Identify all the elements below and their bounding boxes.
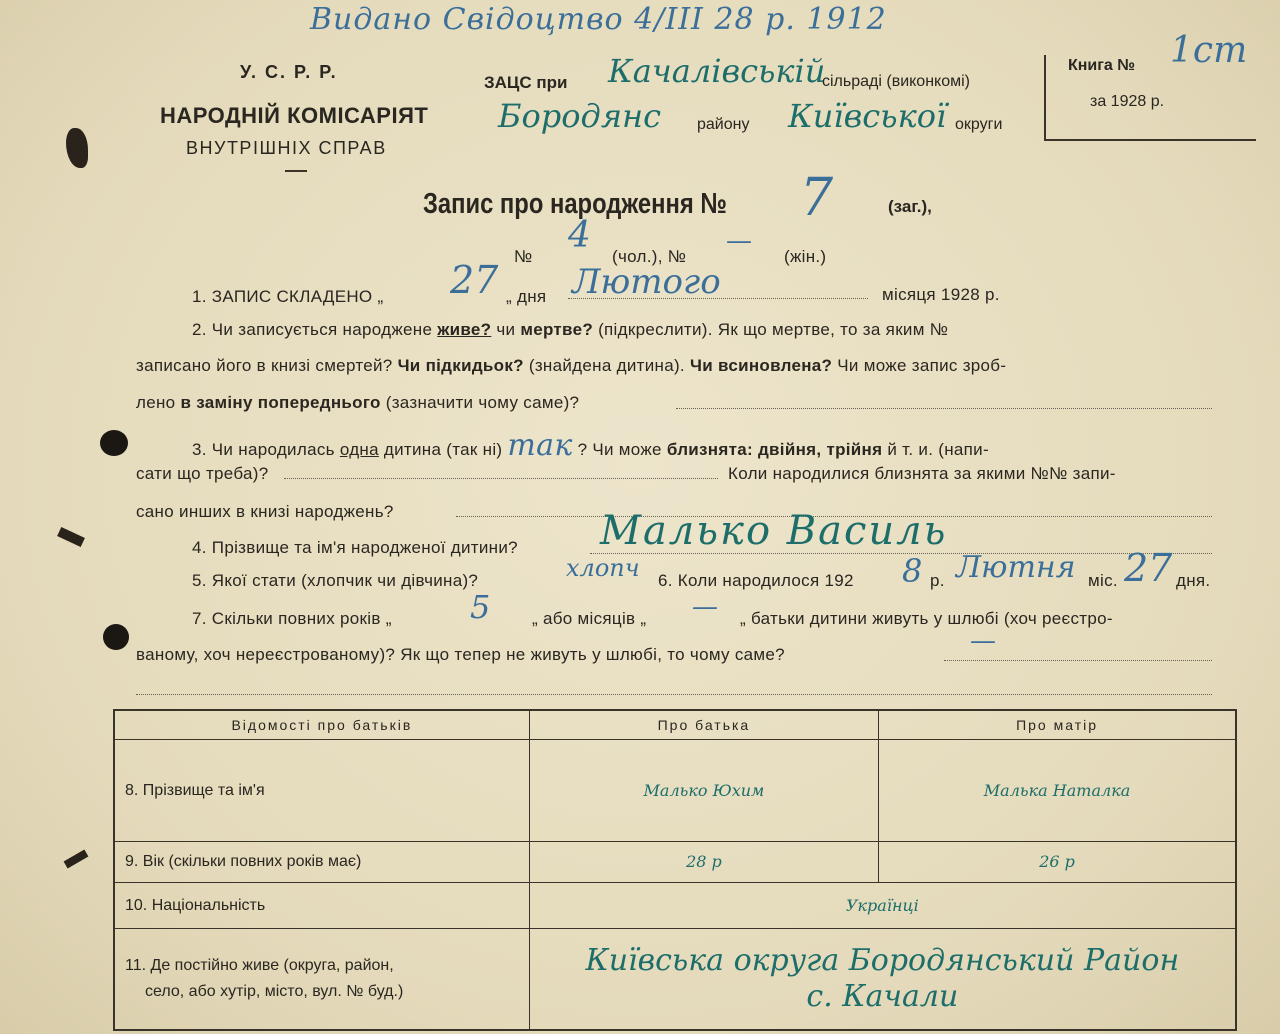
punch-hole [103, 624, 129, 650]
q3-line2b: Коли народилися близнята за якими №№ запи- [728, 464, 1116, 483]
q2-text-g: лено [136, 393, 176, 412]
q2-foundling: Чи підкидьок? [397, 356, 524, 375]
table-row [114, 929, 1236, 1031]
row-label: 9. Вік (скільки повних років має) [114, 842, 529, 883]
row-label: 10. Національність [114, 883, 529, 929]
q4-value: Малько Василь [600, 508, 948, 554]
residence-label-line1: 11. Де постійно живе (округа, район, [125, 957, 394, 974]
book-label: Книга № [1068, 57, 1136, 74]
header-father: Про батька [529, 710, 878, 740]
q6-year-value: 8 [902, 552, 923, 590]
q2-dead: мертве? [520, 320, 594, 339]
q1-fill [568, 298, 868, 299]
district-label: району [697, 116, 750, 133]
q7-mid: „ або місяців „ [532, 609, 647, 628]
q7-tail: „ батьки дитини живуть у шлюбі (хоч реєстро- [740, 609, 1113, 628]
table-row [114, 883, 1236, 929]
q7-fill-2 [136, 694, 1212, 695]
q3-fill [284, 478, 718, 479]
record-title-suffix: (заг.), [888, 197, 932, 216]
q2-text-h: (зазначити чому саме)? [385, 393, 580, 412]
q7-months-value: — [692, 592, 718, 622]
q6-year-label: р. [930, 571, 945, 590]
region-value: Київської [788, 97, 947, 135]
q7-years-value: 5 [470, 588, 491, 626]
record-title: Запис про народження № [423, 188, 727, 220]
top-handwritten-note: Видано Свідоцтво 4/ІІІ 28 р. 1912 [310, 2, 887, 37]
book-year: за 1928 р. [1090, 93, 1165, 110]
subnumbers-prefix: № [514, 247, 533, 266]
region-label: округи [955, 116, 1003, 133]
header-dash [285, 170, 307, 172]
q7-line2: ваному, хоч нереєстрованому)? Як що тепер не живуть у шлюбі, то чому саме? [136, 645, 785, 664]
q3-double: двійня, [757, 440, 822, 459]
q2-line3 [136, 393, 579, 413]
mother-name-value: Малька Наталка [879, 740, 1236, 842]
residence-line1: Київська округа Бородянський Район [585, 943, 1180, 978]
q2-line2 [136, 356, 1006, 376]
zags-suffix: сільраді (виконкомі) [822, 73, 970, 90]
q6-day-label: дня. [1176, 571, 1211, 590]
q1-tail: місяця 1928 р. [882, 285, 1000, 304]
q5-label: 5. Якої стати (хлопчик чи дівчина)? [192, 571, 479, 590]
paper-tear [64, 850, 89, 869]
q1-month-value: Лютого [572, 262, 721, 302]
q3-text-b: дитина (так ні) [383, 440, 503, 459]
header-mother: Про матір [879, 710, 1236, 740]
q4-label: 4. Прізвище та ім'я народженої дитини? [192, 538, 518, 557]
q6-month-value: Лютня [956, 550, 1076, 585]
paper-tear [66, 128, 88, 168]
zags-village-value: Качалівській [608, 52, 826, 90]
department-heading: ВНУТРІШНІХ СПРАВ [186, 138, 387, 158]
q2-text-b: чи [496, 320, 516, 339]
zags-prefix: ЗАЦС при [484, 73, 568, 92]
q3-line1 [192, 428, 989, 463]
q2-replace: в заміну попереднього [180, 393, 381, 412]
residence-line2: с. Качали [806, 979, 959, 1014]
commissariat-heading: НАРОДНІЙ КОМІСАРІЯТ [160, 103, 429, 128]
q6-day-value: 27 [1124, 546, 1173, 590]
female-number-value: — [726, 226, 752, 256]
q3-twins: близнята: [666, 440, 753, 459]
male-number-value: 4 [568, 215, 591, 256]
q2-text-c: (підкреслити). Як що мертве, то за яким № [598, 320, 949, 339]
q3-text-d: й т. и. (напи- [887, 440, 989, 459]
q6-mis: міс. [1088, 571, 1118, 590]
q6-label: 6. Коли народилося 192 [658, 571, 854, 590]
book-number-value: 1ст [1170, 30, 1248, 71]
q7-label: 7. Скільки повних років „ [192, 609, 392, 628]
q3-line2a: сати що треба)? [136, 464, 269, 483]
row-label: 8. Прізвище та ім'я [114, 740, 529, 842]
mother-age-value: 26 р [879, 842, 1236, 883]
residence-value [529, 929, 1236, 1031]
q4-fill [590, 553, 1212, 554]
female-label: (жін.) [784, 247, 827, 266]
table-row [114, 842, 1236, 883]
q3-text-c: ? Чи може [577, 440, 662, 459]
q3-text-a: 3. Чи народилась [192, 440, 335, 459]
q7-answer-value: — [970, 626, 996, 656]
q1-label: 1. ЗАПИС СКЛАДЕНО „ [192, 287, 384, 306]
q2-line1 [192, 320, 948, 340]
republic-heading: У. С. Р. Р. [240, 62, 338, 82]
q2-adopted: Чи всиновлена? [689, 356, 833, 375]
q1-day-label: „ дня [506, 287, 547, 306]
q2-text-a: 2. Чи записується народжене [192, 320, 433, 339]
q7-fill [944, 660, 1212, 661]
q2-text-f: Чи може запис зроб- [837, 356, 1007, 375]
q3-answer-value: так [507, 428, 573, 463]
parents-table [113, 709, 1237, 1031]
q2-text-e: (знайдена дитина). [528, 356, 685, 375]
q5-value: хлопч [566, 554, 640, 582]
row-label [114, 929, 529, 1031]
q2-alive: живе? [437, 320, 492, 339]
header-info: Відомості про батьків [114, 710, 529, 740]
q2-text-d: записано його в книзі смертей? [136, 356, 393, 375]
residence-label-line2: село, або хутір, місто, вул. № буд.) [145, 983, 404, 1000]
punch-hole [100, 430, 128, 456]
q3-triple: трійня [826, 440, 883, 459]
table-row [114, 740, 1236, 842]
q3-line3: сано инших в книзі народжень? [136, 502, 394, 521]
q2-fill [676, 408, 1212, 409]
nationality-value: Українці [529, 883, 1236, 929]
q1-day-value: 27 [450, 258, 499, 302]
district-value: Бородянс [498, 97, 661, 135]
father-name-value: Малько Юхим [529, 740, 878, 842]
male-label: (чол.), № [612, 247, 687, 266]
q3-one: одна [339, 440, 379, 459]
paper-tear [57, 527, 85, 547]
father-age-value: 28 р [529, 842, 878, 883]
record-number-value: 7 [800, 168, 834, 228]
